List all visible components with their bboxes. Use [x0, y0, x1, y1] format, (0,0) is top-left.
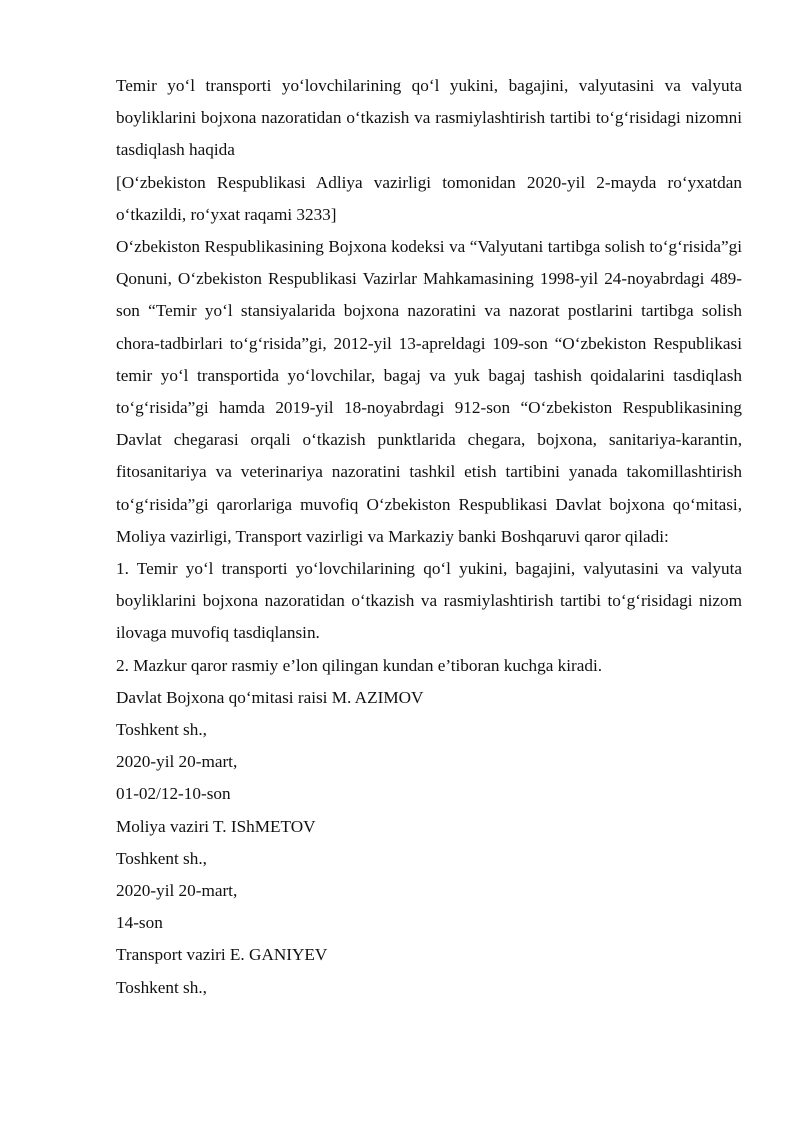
resolution-item-2: 2. Mazkur qaror rasmiy e’lon qilingan kundan e’tiboran kuchga kiradi. — [116, 655, 603, 675]
registration-note: [O‘zbekiston Respublikasi Adliya vazirligi tomonidan 2020-yil 2-mayda ro‘yxatdan o‘tkazildi, ro‘yxat raqami 3233] — [116, 172, 742, 224]
signatory-name: Davlat Bojxona qo‘mitasi raisi M. AZIMOV — [116, 687, 424, 707]
signature-place: Toshkent sh., — [116, 848, 207, 868]
signatory-name: Transport vaziri E. GANIYEV — [116, 945, 328, 965]
document-title: Temir yo‘l transporti yo‘lovchilarining qo‘l yukini, bagajini, valyutasini va valyuta boyliklarini bojxona nazoratidan o‘tkazish va rasmiylashtirish tartibi to‘g‘risidagi nizomni tasdiqlash haqida — [116, 76, 742, 160]
signature-block-finance — [116, 811, 742, 940]
signatory-name: Moliya vaziri T. IShMETOV — [116, 816, 316, 836]
signature-number: 01-02/12-10-son — [116, 784, 231, 804]
signature-place: Toshkent sh., — [116, 720, 207, 740]
signature-place: Toshkent sh., — [116, 977, 207, 997]
resolution-item-1: 1. Temir yo‘l transporti yo‘lovchilarining qo‘l yukini, bagajini, valyutasini va valyuta boyliklarini bojxona nazoratidan o‘tkazish va rasmiylashtirish tartibi to‘g‘risidagi nizom ilovaga muvofiq tasdiqlansin. — [116, 559, 742, 643]
signature-number: 14-son — [116, 913, 163, 933]
signature-date: 2020-yil 20-mart, — [116, 881, 238, 901]
preamble-paragraph: O‘zbekiston Respublikasining Bojxona kodeksi va “Valyutani tartibga solish to‘g‘risida”gi Qonuni, O‘zbekiston Respublikasi Vazirlar Mahkamasining 1998-yil 24-noyabrdagi 489-son “Temir yo‘l stansiyalarida bojxona nazoratini va nazorat postlarini tartibga solish chora-tadbirlari to‘g‘risida”gi, 2012-yil 13-apreldagi 109-son “O‘zbekiston Respublikasi temir yo‘l transportida yo‘lovchilar, bagaj va yuk bagaj tashish qoidalarini tasdiqlash to‘g‘risida”gi hamda 2019-yil 18-noyabrdagi 912-son “O‘zbekiston Respublikasining Davlat chegarasi orqali o‘tkazish punktlarida chegara, bojxona, sanitariya-karantin, fitosanitariya va veterinariya nazoratini tashkil etish tartibini yanada takomillashtirish to‘g‘risida”gi qarorlariga muvofiq O‘zbekiston Respublikasi Davlat bojxona qo‘mitasi, Moliya vazirligi, Transport vazirligi va Markaziy banki Boshqaruvi qaror qiladi: — [116, 237, 742, 546]
signature-block-transport — [116, 939, 742, 1003]
signature-block-customs — [116, 682, 742, 811]
document-page — [116, 70, 742, 1004]
signature-date: 2020-yil 20-mart, — [116, 752, 238, 772]
